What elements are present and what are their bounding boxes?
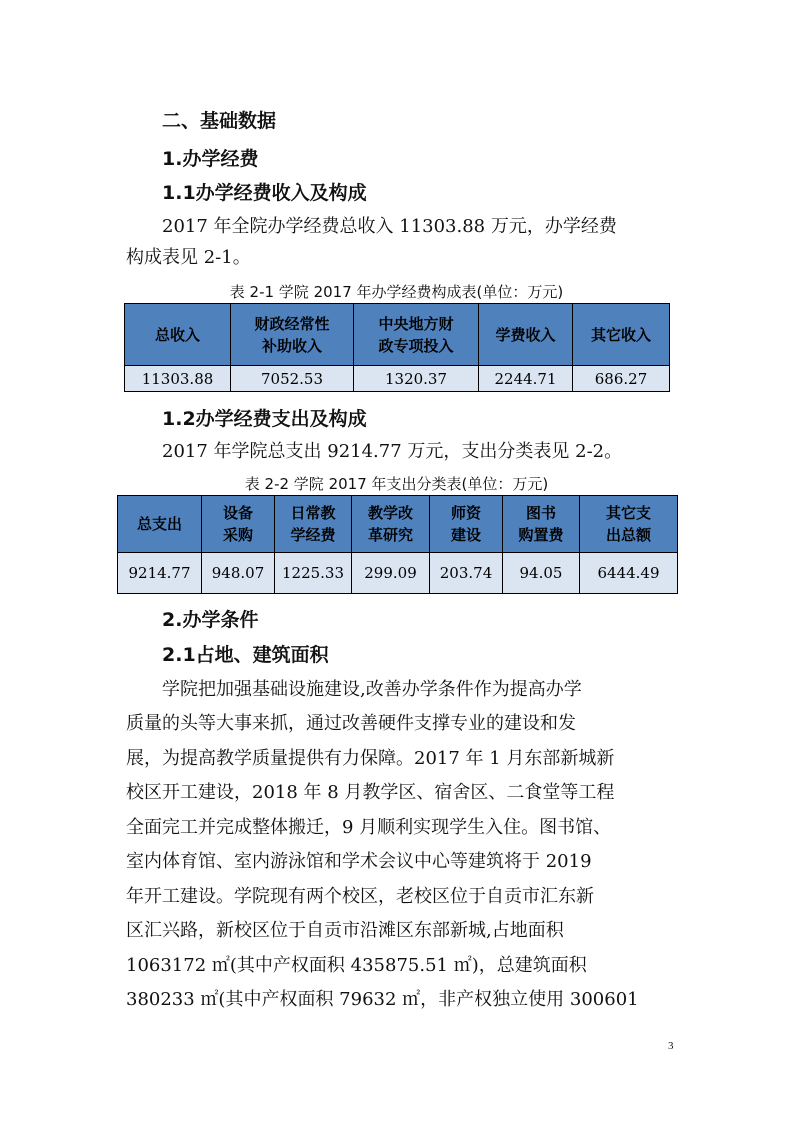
conditions-paragraph-line-4: 校区开工建设，2018 年 8 月教学区、宿舍区、二食堂等工程 <box>126 782 615 803</box>
conditions-paragraph-line-6: 室内体育馆、室内游泳馆和学术会议中心等建筑将于 2019 <box>126 851 592 872</box>
income-value-fiscal-subsidy: 7052.53 <box>231 366 354 392</box>
income-table <box>124 303 670 392</box>
expense-value-faculty: 203.74 <box>430 553 503 594</box>
income-header-total: 总收入 <box>125 304 231 366</box>
expense-header-teaching-reform: 教学改 革研究 <box>352 496 430 553</box>
conditions-paragraph-line-10: 380233 ㎡(其中产权面积 79632 ㎡，非产权独立使用 300601 <box>126 989 639 1010</box>
expense-paragraph: 2017 年学院总支出 9214.77 万元，支出分类表见 2-2。 <box>162 441 623 462</box>
income-header-special-funds: 中央地方财 政专项投入 <box>354 304 479 366</box>
expense-table <box>117 495 678 594</box>
heading-funding: 1.办学经费 <box>162 148 259 170</box>
income-value-total: 11303.88 <box>125 366 231 392</box>
table-income-caption: 表 2-1 学院 2017 年办学经费构成表(单位：万元) <box>229 283 564 301</box>
heading-land-area: 2.1占地、建筑面积 <box>162 644 329 666</box>
expense-value-daily-teaching: 1225.33 <box>275 553 352 594</box>
conditions-paragraph-line-1: 学院把加强基础设施建设,改善办学条件作为提高办学 <box>162 679 582 700</box>
heading-conditions: 2.办学条件 <box>162 609 259 631</box>
income-header-other: 其它收入 <box>573 304 670 366</box>
expense-header-daily-teaching: 日常教 学经费 <box>275 496 352 553</box>
income-table-header-row <box>125 304 670 366</box>
page-number: 3 <box>668 1040 674 1052</box>
income-table-value-row <box>125 366 670 392</box>
income-header-fiscal-subsidy: 财政经常性 补助收入 <box>231 304 354 366</box>
income-header-tuition: 学费收入 <box>479 304 573 366</box>
conditions-paragraph-line-3: 展，为提高教学质量提供有力保障。2017 年 1 月东部新城新 <box>126 748 615 769</box>
income-value-other: 686.27 <box>573 366 670 392</box>
expense-header-total: 总支出 <box>118 496 202 553</box>
income-value-tuition: 2244.71 <box>479 366 573 392</box>
income-value-special-funds: 1320.37 <box>354 366 479 392</box>
expense-value-total: 9214.77 <box>118 553 202 594</box>
expense-table-value-row <box>118 553 678 594</box>
conditions-paragraph-line-8: 区汇兴路，新校区位于自贡市沿滩区东部新城,占地面积 <box>126 920 564 941</box>
expense-value-books: 94.05 <box>503 553 580 594</box>
table-expense-caption: 表 2-2 学院 2017 年支出分类表(单位：万元) <box>244 475 549 493</box>
conditions-paragraph-line-7: 年开工建设。学院现有两个校区，老校区位于自贡市汇东新 <box>126 886 594 907</box>
income-paragraph-line-1: 2017 年全院办学经费总收入 11303.88 万元，办学经费 <box>162 216 617 237</box>
conditions-paragraph-line-9: 1063172 ㎡(其中产权面积 435875.51 ㎡)，总建筑面积 <box>126 955 587 976</box>
income-paragraph-line-2: 构成表见 2-1。 <box>126 247 251 268</box>
heading-funding-income: 1.1办学经费收入及构成 <box>162 182 367 204</box>
conditions-paragraph-line-2: 质量的头等大事来抓，通过改善硬件支撑专业的建设和发 <box>126 713 576 734</box>
expense-header-other: 其它支 出总额 <box>580 496 678 553</box>
expense-header-faculty: 师资 建设 <box>430 496 503 553</box>
heading-funding-expense: 1.2办学经费支出及构成 <box>162 408 367 430</box>
expense-header-books: 图书 购置费 <box>503 496 580 553</box>
expense-header-equipment: 设备 采购 <box>202 496 275 553</box>
conditions-paragraph-line-5: 全面完工并完成整体搬迁，9 月顺利实现学生入住。图书馆、 <box>126 817 612 838</box>
expense-value-other: 6444.49 <box>580 553 678 594</box>
expense-value-teaching-reform: 299.09 <box>352 553 430 594</box>
expense-value-equipment: 948.07 <box>202 553 275 594</box>
section-heading-basic-data: 二、基础数据 <box>162 110 277 132</box>
expense-table-header-row <box>118 496 678 553</box>
